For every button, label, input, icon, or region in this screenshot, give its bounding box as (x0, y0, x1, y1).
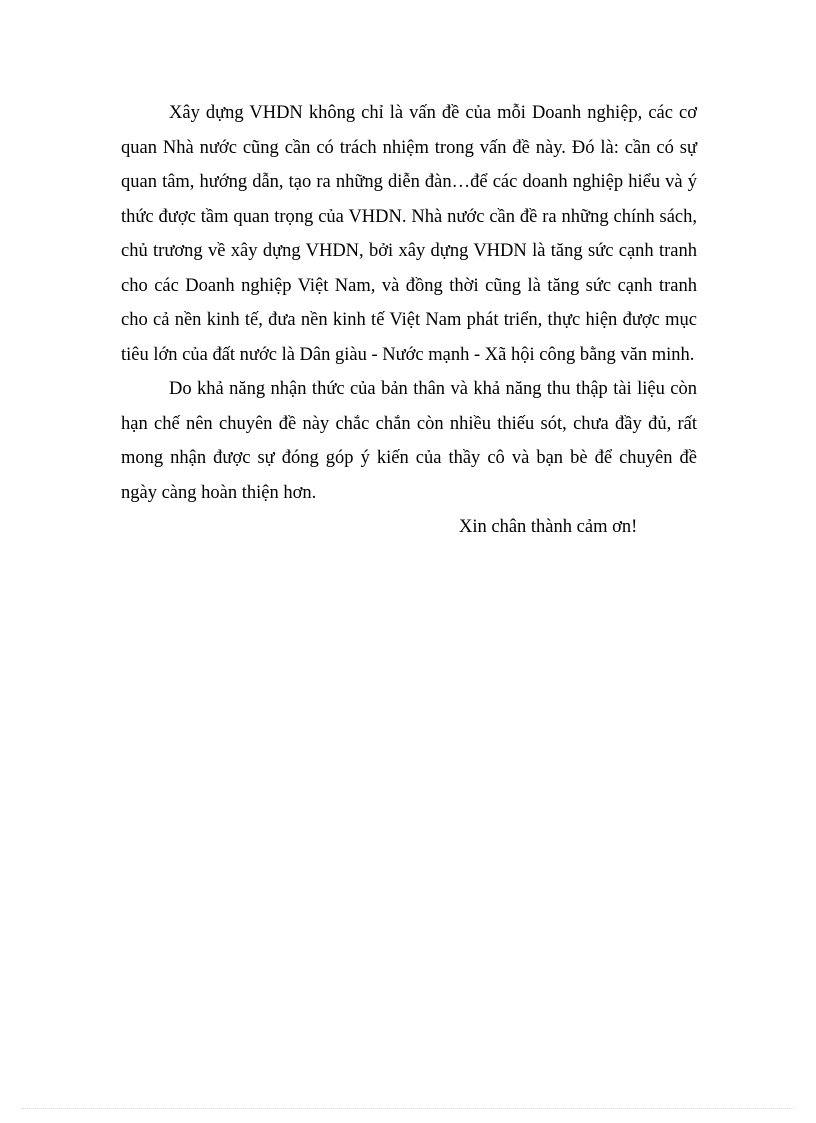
closing-line: Xin chân thành cảm ơn! (459, 517, 638, 537)
page-bottom-divider (22, 1108, 794, 1109)
paragraph-1: Xây dựng VHDN không chỉ là vấn đề của mỗi Doanh nghiệp, các cơ quan Nhà nước cũng cần có trách nhiệm trong vấn đề này. Đó là: cần có sự quan tâm, hướng dẫn, tạo ra những diễn đàn…để các doanh nghiệp hiểu và ý thức được tầm quan trọng của VHDN. Nhà nước cần đề ra những chính sách, chủ trương về xây dựng VHDN, bởi xây dựng VHDN là tăng sức cạnh tranh cho các Doanh nghiệp Việt Nam, và đồng thời cũng là tăng sức cạnh tranh cho cả nền kinh tế, đưa nền kinh tế Việt Nam phát triển, thực hiện được mục tiêu lớn của đất nước là Dân giàu - Nước mạnh - Xã hội công bằng văn minh. (121, 103, 697, 365)
paragraph-2: Do khả năng nhận thức của bản thân và khả năng thu thập tài liệu còn hạn chế nên chuyên đề này chắc chắn còn nhiều thiếu sót, chưa đầy đủ, rất mong nhận được sự đóng góp ý kiến của thầy cô và bạn bè để chuyên đề ngày càng hoàn thiện hơn. (121, 379, 697, 503)
document-body (121, 96, 697, 545)
